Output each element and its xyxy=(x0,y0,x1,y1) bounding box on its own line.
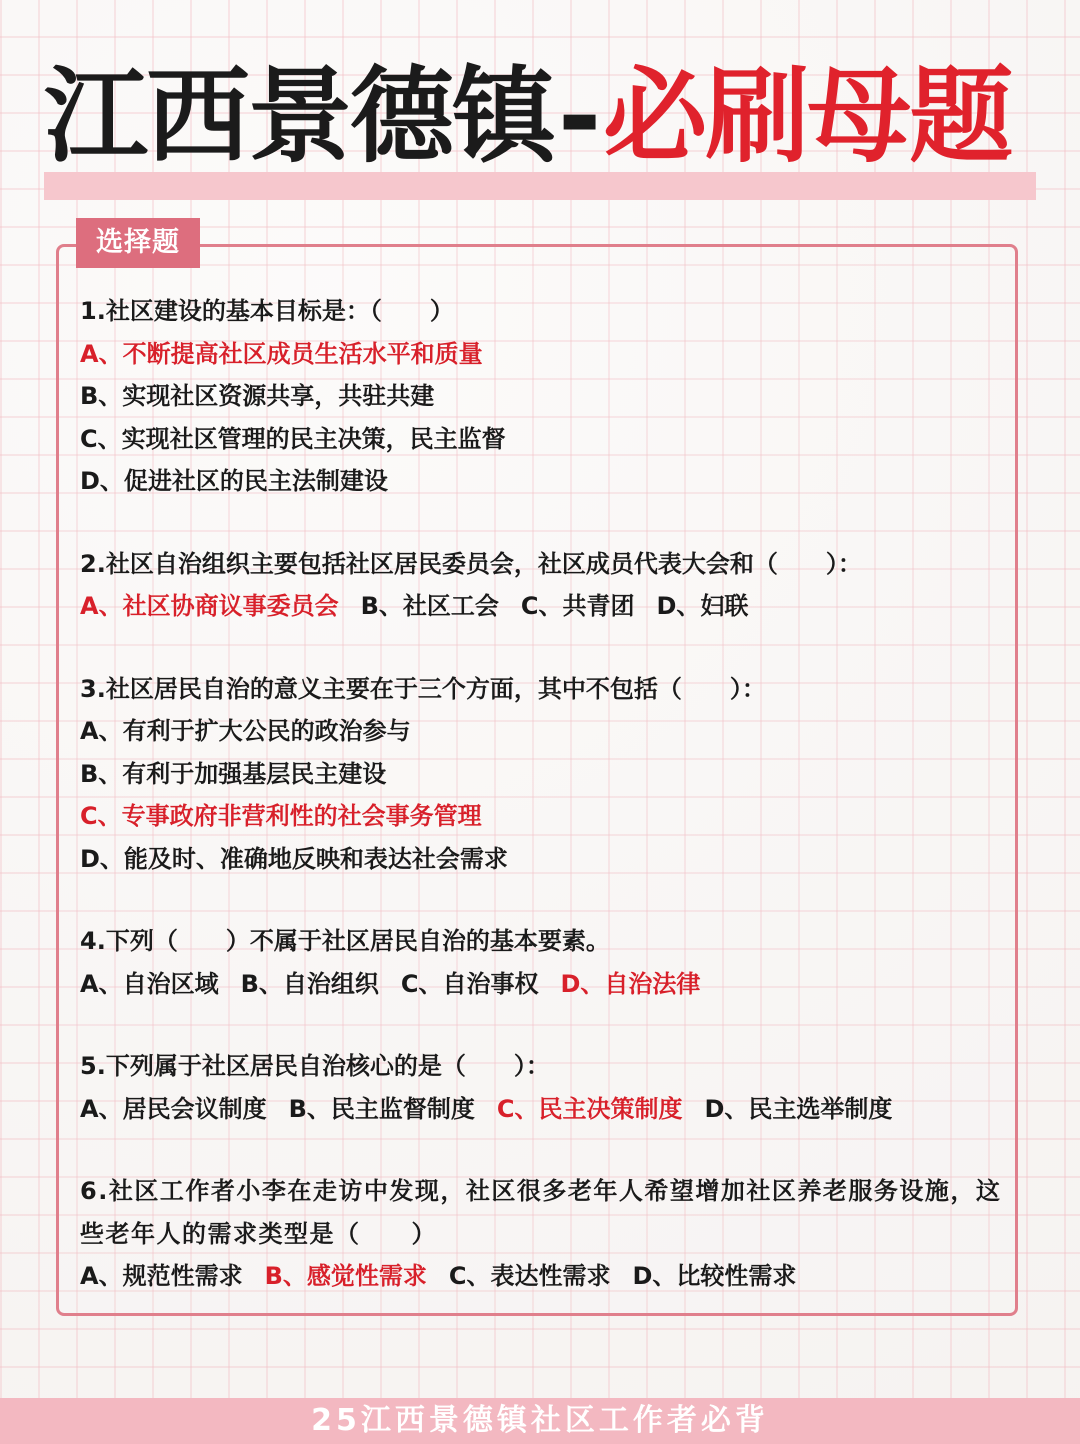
option-a: A、自治区域 xyxy=(80,969,219,998)
options-row xyxy=(80,1088,1010,1131)
option-d: D、促进社区的民主法制建设 xyxy=(80,467,388,495)
option-c: C、实现社区管理的民主决策，民主监督 xyxy=(80,424,506,453)
question-stem: 5.下列属于社区居民自治核心的是（ ）： xyxy=(80,1052,550,1080)
option-b: B、有利于加强基层民主建设 xyxy=(80,759,387,788)
title-location: 江西景德镇 xyxy=(44,55,555,177)
option-a: A、有利于扩大公民的政治参与 xyxy=(80,717,411,745)
option-b: B、民主监督制度 xyxy=(288,1094,475,1123)
option-c: C、自治事权 xyxy=(400,969,539,998)
section-badge: 选择题 xyxy=(76,218,200,268)
option-d: D、民主选举制度 xyxy=(704,1094,893,1123)
question-5 xyxy=(80,1045,1010,1130)
question-stem: 2.社区自治组织主要包括社区居民委员会，社区成员代表大会和（ ）： xyxy=(80,549,862,578)
question-4 xyxy=(80,920,1010,1005)
question-list xyxy=(80,290,1010,1338)
question-3 xyxy=(80,668,1010,881)
option-c-correct: C、民主决策制度 xyxy=(496,1094,683,1123)
title-dash: - xyxy=(558,55,600,177)
question-2 xyxy=(80,543,1010,628)
title-subject: 必刷母题 xyxy=(603,55,1012,177)
option-b: B、实现社区资源共享，共驻共建 xyxy=(80,382,435,410)
question-stem: 1.社区建设的基本目标是：（ ） xyxy=(80,297,454,325)
option-c-correct: C、专事政府非营利性的社会事务管理 xyxy=(80,802,482,830)
footer-banner: 25江西景德镇社区工作者必背 xyxy=(0,1398,1080,1444)
question-6 xyxy=(80,1170,1010,1298)
option-c: C、表达性需求 xyxy=(448,1262,611,1290)
question-stem: 3.社区居民自治的意义主要在于三个方面，其中不包括（ ）： xyxy=(80,674,766,703)
option-d: D、能及时、准确地反映和表达社会需求 xyxy=(80,844,508,873)
option-a-correct: A、社区协商议事委员会 xyxy=(80,592,339,620)
option-a-correct: A、不断提高社区成员生活水平和质量 xyxy=(80,339,483,368)
option-d: D、比较性需求 xyxy=(632,1262,797,1290)
question-1 xyxy=(80,290,1010,503)
option-b-correct: B、感觉性需求 xyxy=(264,1262,427,1290)
options-row xyxy=(80,1255,1010,1298)
option-d: D、妇联 xyxy=(656,592,749,620)
options-row xyxy=(80,963,1010,1006)
option-b: B、社区工会 xyxy=(360,592,499,620)
page-header xyxy=(44,56,1034,186)
options-row xyxy=(80,585,1010,628)
option-c: C、共青团 xyxy=(520,592,635,620)
option-b: B、自治组织 xyxy=(240,969,379,998)
option-a: A、规范性需求 xyxy=(80,1262,243,1290)
option-a: A、居民会议制度 xyxy=(80,1094,267,1123)
page-title xyxy=(44,56,1011,176)
question-stem: 4.下列（ ）不属于社区居民自治的基本要素。 xyxy=(80,927,610,955)
question-stem: 6.社区工作者小李在走访中发现，社区很多老年人希望增加社区养老服务设施，这些老年人的需求类型是（ ） xyxy=(80,1177,1002,1248)
option-d-correct: D、自治法律 xyxy=(560,969,701,998)
